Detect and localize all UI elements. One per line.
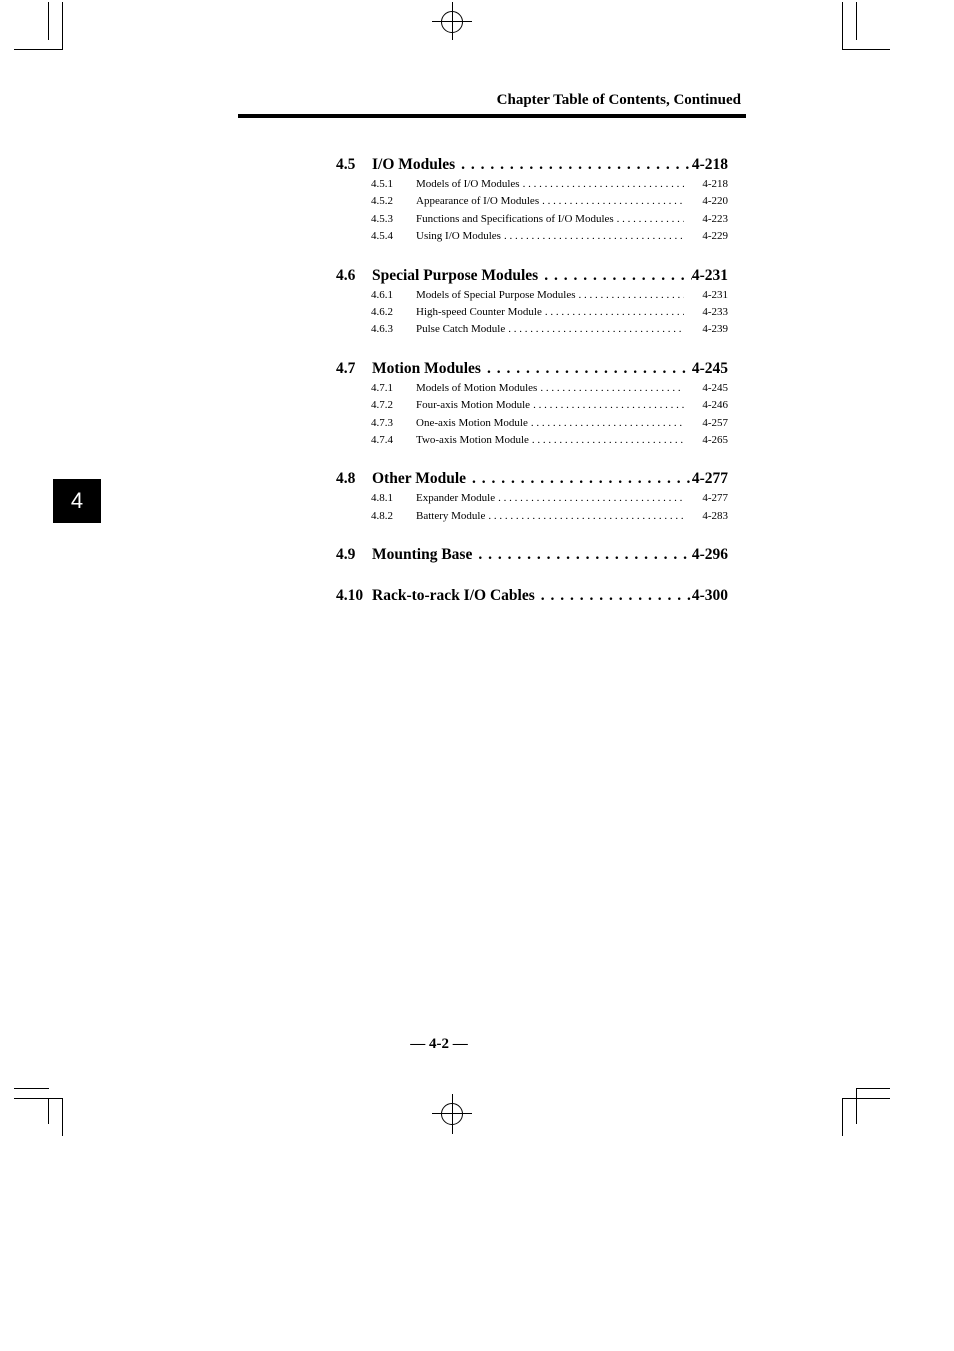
toc-subsection-entry[interactable] — [371, 289, 728, 306]
dot-leader — [538, 267, 692, 285]
subsection-page: 4-283 — [702, 509, 728, 522]
subsection-title: Battery Module — [416, 509, 486, 522]
toc-subsection-entry[interactable] — [371, 230, 728, 247]
dot-leader — [575, 289, 684, 301]
subsection-page: 4-229 — [702, 230, 728, 243]
subsection-title: Pulse Catch Module — [416, 323, 506, 336]
dot-leader — [539, 195, 684, 207]
subsection-title: Two-axis Motion Module — [416, 433, 529, 446]
subsection-number: 4.5.4 — [371, 230, 393, 243]
toc-section — [336, 156, 728, 248]
subsection-number: 4.8.2 — [371, 509, 393, 522]
toc-section — [336, 546, 728, 568]
toc-subsection-entry[interactable] — [371, 306, 728, 323]
dot-leader — [614, 213, 684, 225]
section-page: 4-277 — [691, 470, 728, 488]
toc-subsection-entry[interactable] — [371, 510, 728, 527]
subsection-number: 4.7.4 — [371, 433, 393, 446]
header-rule — [238, 114, 746, 118]
toc-subsection-entry[interactable] — [371, 417, 728, 434]
running-header: Chapter Table of Contents, Continued — [496, 92, 741, 108]
subsection-page: 4-233 — [702, 305, 728, 318]
section-number: 4.10 — [336, 587, 364, 605]
subsection-number: 4.7.3 — [371, 416, 393, 429]
section-number: 4.7 — [336, 359, 356, 377]
subsection-title: Models of I/O Modules — [416, 178, 520, 190]
dot-leader — [481, 360, 692, 378]
table-of-contents — [336, 156, 728, 628]
section-page: 4-300 — [691, 587, 728, 605]
toc-subsection-entry[interactable] — [371, 382, 728, 399]
section-number: 4.6 — [336, 266, 356, 284]
toc-subsection-entry[interactable] — [371, 323, 728, 340]
dot-leader — [530, 399, 684, 411]
chapter-tab: 4 — [53, 479, 101, 523]
section-page: 4-296 — [691, 546, 728, 564]
subsection-number: 4.5.1 — [371, 178, 393, 190]
section-title: Motion Modules — [372, 359, 481, 377]
toc-section-entry[interactable] — [336, 470, 728, 492]
subsection-title: Four-axis Motion Module — [416, 399, 531, 412]
toc-section — [336, 360, 728, 452]
subsection-title: Models of Motion Modules — [416, 381, 538, 394]
subsection-title: Using I/O Modules — [416, 230, 501, 243]
toc-subsection-entry[interactable] — [371, 213, 728, 230]
subsection-page: 4-231 — [702, 288, 728, 301]
section-number: 4.8 — [336, 470, 356, 488]
subsection-number: 4.5.3 — [371, 212, 393, 225]
subsection-page: 4-220 — [702, 195, 728, 208]
toc-subsection-entry[interactable] — [371, 195, 728, 212]
subsection-page: 4-218 — [702, 178, 728, 190]
subsection-number: 4.6.1 — [371, 288, 393, 301]
section-title: Rack-to-rack I/O Cables — [372, 587, 535, 605]
subsection-number: 4.8.1 — [371, 492, 393, 505]
section-title: I/O Modules — [372, 156, 456, 173]
dot-leader — [466, 470, 692, 488]
subsection-page: 4-265 — [702, 433, 728, 446]
subsection-title: Functions and Specifications of I/O Modules — [416, 212, 614, 225]
subsection-title: Appearance of I/O Modules — [416, 195, 540, 208]
toc-section-entry[interactable] — [336, 156, 728, 178]
toc-subsection-entry[interactable] — [371, 399, 728, 416]
subsection-page: 4-239 — [702, 323, 728, 336]
toc-subsection-entry[interactable] — [371, 178, 728, 195]
subsection-page: 4-223 — [702, 212, 728, 225]
dot-leader — [529, 434, 684, 446]
toc-section-entry[interactable] — [336, 587, 728, 609]
dot-leader — [501, 230, 684, 242]
section-title: Other Module — [372, 470, 466, 488]
subsection-number: 4.6.2 — [371, 305, 393, 318]
subsection-page: 4-277 — [702, 492, 728, 505]
page-number: — 4-2 — — [410, 1036, 468, 1052]
subsection-title: Expander Module — [416, 492, 496, 505]
toc-section — [336, 470, 728, 527]
toc-subsection-entry[interactable] — [371, 492, 728, 509]
subsection-number: 4.7.2 — [371, 399, 393, 412]
toc-section — [336, 267, 728, 341]
dot-leader — [485, 510, 684, 522]
section-page: 4-245 — [691, 359, 728, 377]
subsection-page: 4-246 — [702, 399, 728, 412]
toc-section-entry[interactable] — [336, 546, 728, 568]
toc-subsection-entry[interactable] — [371, 434, 728, 451]
section-title: Mounting Base — [372, 546, 473, 564]
dot-leader — [528, 417, 684, 429]
section-page: 4-218 — [691, 156, 728, 173]
dot-leader — [455, 156, 692, 174]
section-number: 4.9 — [336, 546, 356, 564]
section-number: 4.5 — [336, 156, 356, 173]
dot-leader — [495, 492, 684, 504]
toc-section — [336, 587, 728, 609]
subsection-title: Models of Special Purpose Modules — [416, 288, 576, 301]
subsection-page: 4-245 — [702, 381, 728, 394]
dot-leader — [505, 323, 684, 335]
dot-leader — [537, 382, 684, 394]
dot-leader — [535, 587, 692, 605]
dot-leader — [472, 546, 691, 564]
subsection-number: 4.5.2 — [371, 195, 393, 208]
subsection-number: 4.6.3 — [371, 323, 393, 336]
subsection-title: High-speed Counter Module — [416, 305, 542, 318]
dot-leader — [520, 178, 684, 190]
dot-leader — [542, 306, 684, 318]
section-title: Special Purpose Modules — [372, 266, 539, 284]
subsection-title: One-axis Motion Module — [416, 416, 528, 429]
toc-section-entry[interactable] — [336, 360, 728, 382]
subsection-number: 4.7.1 — [371, 381, 393, 394]
section-page: 4-231 — [691, 266, 728, 284]
toc-section-entry[interactable] — [336, 267, 728, 289]
subsection-page: 4-257 — [702, 416, 728, 429]
